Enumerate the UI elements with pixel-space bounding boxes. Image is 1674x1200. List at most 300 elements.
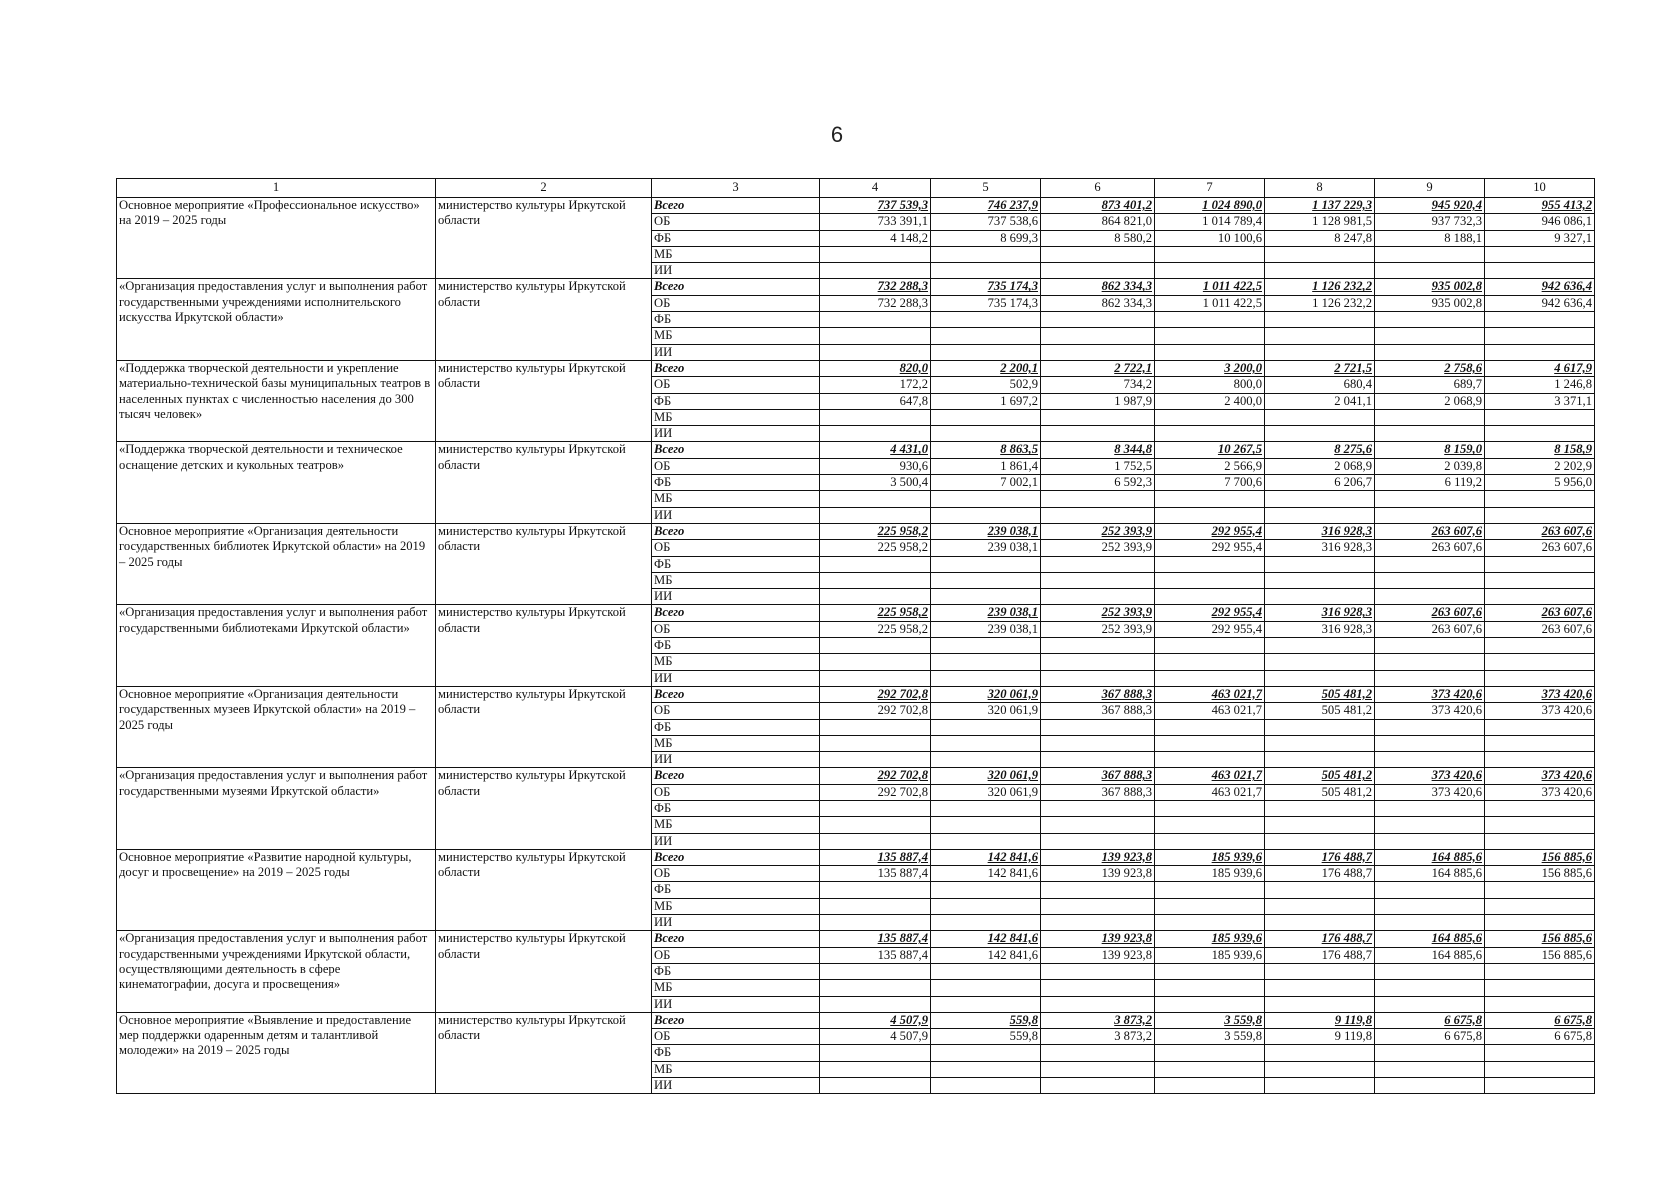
funding-source-label: Всего xyxy=(652,849,820,865)
amount-cell: 135 887,4 xyxy=(820,866,931,882)
amount-cell xyxy=(1265,426,1375,442)
amount-cell xyxy=(1155,800,1265,816)
amount-cell: 1 014 789,4 xyxy=(1155,214,1265,230)
amount-cell: 2 721,5 xyxy=(1265,360,1375,376)
amount-cell xyxy=(1485,312,1595,328)
amount-cell: 732 288,3 xyxy=(820,295,931,311)
amount-cell: 559,8 xyxy=(931,1012,1041,1028)
amount-cell xyxy=(820,996,931,1012)
amount-cell: 930,6 xyxy=(820,458,931,474)
amount-cell xyxy=(1155,752,1265,768)
funding-source-label: МБ xyxy=(652,572,820,588)
executor: министерство культуры Иркутской области xyxy=(436,768,652,849)
amount-cell xyxy=(1155,1045,1265,1061)
amount-cell xyxy=(1375,409,1485,425)
amount-cell: 225 958,2 xyxy=(820,540,931,556)
amount-cell xyxy=(931,719,1041,735)
funding-source-label: ИИ xyxy=(652,752,820,768)
amount-cell xyxy=(931,638,1041,654)
activity-name: Основное мероприятие «Организация деятельности государственных музеев Иркутской области» на 2019 – 2025 годы xyxy=(117,686,436,767)
amount-cell: 320 061,9 xyxy=(931,768,1041,784)
amount-cell xyxy=(1041,409,1155,425)
funding-source-label: Всего xyxy=(652,198,820,214)
amount-cell: 263 607,6 xyxy=(1375,523,1485,539)
amount-cell: 252 393,9 xyxy=(1041,621,1155,637)
amount-cell xyxy=(820,344,931,360)
amount-cell xyxy=(1375,312,1485,328)
amount-cell: 689,7 xyxy=(1375,377,1485,393)
amount-cell xyxy=(820,963,931,979)
amount-cell: 862 334,3 xyxy=(1041,295,1155,311)
amount-cell: 8 188,1 xyxy=(1375,230,1485,246)
amount-cell: 505 481,2 xyxy=(1265,703,1375,719)
amount-cell: 263 607,6 xyxy=(1375,605,1485,621)
funding-source-label: ОБ xyxy=(652,621,820,637)
amount-cell: 156 885,6 xyxy=(1485,866,1595,882)
amount-cell xyxy=(1485,735,1595,751)
amount-cell: 263 607,6 xyxy=(1485,621,1595,637)
amount-cell xyxy=(1485,638,1595,654)
amount-cell xyxy=(1375,638,1485,654)
block-total-row xyxy=(117,1012,1595,1028)
amount-cell: 142 841,6 xyxy=(931,866,1041,882)
amount-cell xyxy=(1041,996,1155,1012)
amount-cell xyxy=(1265,963,1375,979)
amount-cell xyxy=(1485,409,1595,425)
amount-cell: 4 431,0 xyxy=(820,442,931,458)
amount-cell xyxy=(1155,719,1265,735)
amount-cell xyxy=(1375,1061,1485,1077)
amount-cell xyxy=(1485,572,1595,588)
amount-cell: 463 021,7 xyxy=(1155,768,1265,784)
amount-cell: 252 393,9 xyxy=(1041,605,1155,621)
amount-cell xyxy=(1265,572,1375,588)
amount-cell xyxy=(820,246,931,262)
funding-source-label: ФБ xyxy=(652,475,820,491)
amount-cell: 7 002,1 xyxy=(931,475,1041,491)
amount-cell xyxy=(1041,752,1155,768)
amount-cell xyxy=(1375,817,1485,833)
amount-cell: 862 334,3 xyxy=(1041,279,1155,295)
funding-source-label: Всего xyxy=(652,360,820,376)
amount-cell xyxy=(1041,654,1155,670)
amount-cell xyxy=(1041,800,1155,816)
amount-cell xyxy=(1375,670,1485,686)
amount-cell: 1 246,8 xyxy=(1485,377,1595,393)
amount-cell xyxy=(931,426,1041,442)
funding-source-label: ОБ xyxy=(652,295,820,311)
amount-cell xyxy=(820,638,931,654)
amount-cell: 1 126 232,2 xyxy=(1265,279,1375,295)
amount-cell xyxy=(1155,491,1265,507)
amount-cell: 142 841,6 xyxy=(931,947,1041,963)
amount-cell: 139 923,8 xyxy=(1041,866,1155,882)
amount-cell: 8 580,2 xyxy=(1041,230,1155,246)
amount-cell xyxy=(1485,898,1595,914)
amount-cell: 225 958,2 xyxy=(820,605,931,621)
amount-cell xyxy=(1375,344,1485,360)
amount-cell: 873 401,2 xyxy=(1041,198,1155,214)
amount-cell: 2 068,9 xyxy=(1375,393,1485,409)
amount-cell xyxy=(1155,263,1265,279)
amount-cell: 316 928,3 xyxy=(1265,621,1375,637)
amount-cell xyxy=(1375,589,1485,605)
funding-source-label: ОБ xyxy=(652,947,820,963)
amount-cell xyxy=(1485,507,1595,523)
amount-cell: 3 873,2 xyxy=(1041,1029,1155,1045)
amount-cell xyxy=(931,246,1041,262)
amount-cell xyxy=(1265,882,1375,898)
executor: министерство культуры Иркутской области xyxy=(436,605,652,686)
amount-cell: 164 885,6 xyxy=(1375,849,1485,865)
amount-cell: 135 887,4 xyxy=(820,849,931,865)
amount-cell xyxy=(1485,817,1595,833)
amount-cell: 164 885,6 xyxy=(1375,866,1485,882)
amount-cell: 1 752,5 xyxy=(1041,458,1155,474)
amount-cell: 156 885,6 xyxy=(1485,931,1595,947)
amount-cell xyxy=(1155,898,1265,914)
amount-cell xyxy=(931,898,1041,914)
amount-cell: 505 481,2 xyxy=(1265,686,1375,702)
amount-cell xyxy=(1041,963,1155,979)
amount-cell: 505 481,2 xyxy=(1265,768,1375,784)
amount-cell xyxy=(1155,670,1265,686)
amount-cell xyxy=(1041,556,1155,572)
amount-cell: 680,4 xyxy=(1265,377,1375,393)
block-total-row xyxy=(117,360,1595,376)
amount-cell: 8 863,5 xyxy=(931,442,1041,458)
amount-cell: 946 086,1 xyxy=(1485,214,1595,230)
funding-source-label: Всего xyxy=(652,442,820,458)
amount-cell: 1 126 232,2 xyxy=(1265,295,1375,311)
amount-cell xyxy=(1375,898,1485,914)
amount-cell xyxy=(1375,752,1485,768)
executor: министерство культуры Иркутской области xyxy=(436,360,652,441)
amount-cell xyxy=(931,800,1041,816)
amount-cell: 942 636,4 xyxy=(1485,295,1595,311)
amount-cell: 4 617,9 xyxy=(1485,360,1595,376)
funding-source-label: ИИ xyxy=(652,833,820,849)
amount-cell: 3 200,0 xyxy=(1155,360,1265,376)
amount-cell xyxy=(820,980,931,996)
amount-cell xyxy=(1485,752,1595,768)
amount-cell xyxy=(931,409,1041,425)
amount-cell xyxy=(1265,409,1375,425)
amount-cell xyxy=(931,817,1041,833)
amount-cell xyxy=(1041,328,1155,344)
amount-cell: 945 920,4 xyxy=(1375,198,1485,214)
funding-source-label: ИИ xyxy=(652,263,820,279)
activity-name: «Поддержка творческой деятельности и техническое оснащение детских и кукольных театров» xyxy=(117,442,436,523)
funding-source-label: ИИ xyxy=(652,915,820,931)
funding-source-label: Всего xyxy=(652,686,820,702)
amount-cell: 367 888,3 xyxy=(1041,784,1155,800)
amount-cell: 373 420,6 xyxy=(1375,768,1485,784)
amount-cell: 176 488,7 xyxy=(1265,931,1375,947)
funding-source-label: ОБ xyxy=(652,866,820,882)
amount-cell xyxy=(1041,246,1155,262)
amount-cell xyxy=(820,491,931,507)
header-cell: 10 xyxy=(1485,179,1595,198)
amount-cell xyxy=(1041,572,1155,588)
header-cell: 7 xyxy=(1155,179,1265,198)
amount-cell xyxy=(1375,963,1485,979)
amount-cell: 733 391,1 xyxy=(820,214,931,230)
amount-cell: 320 061,9 xyxy=(931,784,1041,800)
amount-cell: 6 675,8 xyxy=(1375,1029,1485,1045)
amount-cell xyxy=(1155,328,1265,344)
amount-cell xyxy=(1485,915,1595,931)
amount-cell: 800,0 xyxy=(1155,377,1265,393)
amount-cell: 647,8 xyxy=(820,393,931,409)
amount-cell xyxy=(931,996,1041,1012)
amount-cell: 1 697,2 xyxy=(931,393,1041,409)
amount-cell xyxy=(1485,328,1595,344)
amount-cell: 7 700,6 xyxy=(1155,475,1265,491)
funding-source-label: МБ xyxy=(652,654,820,670)
amount-cell: 373 420,6 xyxy=(1485,784,1595,800)
amount-cell xyxy=(1265,654,1375,670)
executor: министерство культуры Иркутской области xyxy=(436,849,652,930)
amount-cell: 935 002,8 xyxy=(1375,295,1485,311)
amount-cell: 185 939,6 xyxy=(1155,931,1265,947)
executor: министерство культуры Иркутской области xyxy=(436,523,652,604)
amount-cell xyxy=(1041,735,1155,751)
amount-cell: 737 538,6 xyxy=(931,214,1041,230)
amount-cell: 463 021,7 xyxy=(1155,703,1265,719)
amount-cell: 139 923,8 xyxy=(1041,849,1155,865)
amount-cell: 8 699,3 xyxy=(931,230,1041,246)
amount-cell: 135 887,4 xyxy=(820,931,931,947)
amount-cell: 263 607,6 xyxy=(1375,621,1485,637)
amount-cell: 263 607,6 xyxy=(1485,540,1595,556)
amount-cell: 252 393,9 xyxy=(1041,540,1155,556)
funding-source-label: ФБ xyxy=(652,556,820,572)
block-total-row xyxy=(117,931,1595,947)
amount-cell xyxy=(1485,963,1595,979)
amount-cell xyxy=(931,882,1041,898)
amount-cell xyxy=(1485,654,1595,670)
activity-name: Основное мероприятие «Профессиональное искусство» на 2019 – 2025 годы xyxy=(117,198,436,279)
amount-cell xyxy=(1265,1045,1375,1061)
amount-cell: 10 100,6 xyxy=(1155,230,1265,246)
activity-name: «Организация предоставления услуг и выполнения работ государственными учреждениями исполнительского искусства Иркутской области» xyxy=(117,279,436,360)
page-number: 6 xyxy=(830,122,844,147)
amount-cell: 8 247,8 xyxy=(1265,230,1375,246)
executor: министерство культуры Иркутской области xyxy=(436,442,652,523)
amount-cell: 172,2 xyxy=(820,377,931,393)
amount-cell xyxy=(1155,980,1265,996)
amount-cell xyxy=(820,719,931,735)
amount-cell: 6 206,7 xyxy=(1265,475,1375,491)
funding-source-label: ОБ xyxy=(652,458,820,474)
amount-cell: 142 841,6 xyxy=(931,931,1041,947)
header-cell: 5 xyxy=(931,179,1041,198)
activity-name: «Организация предоставления услуг и выполнения работ государственными музеями Иркутской области» xyxy=(117,768,436,849)
amount-cell xyxy=(931,915,1041,931)
amount-cell xyxy=(1041,507,1155,523)
amount-cell xyxy=(1485,882,1595,898)
amount-cell: 292 702,8 xyxy=(820,784,931,800)
amount-cell: 2 566,9 xyxy=(1155,458,1265,474)
funding-source-label: ФБ xyxy=(652,393,820,409)
funding-source-label: ИИ xyxy=(652,996,820,1012)
amount-cell: 3 559,8 xyxy=(1155,1029,1265,1045)
amount-cell: 8 158,9 xyxy=(1485,442,1595,458)
amount-cell xyxy=(1485,670,1595,686)
amount-cell: 239 038,1 xyxy=(931,540,1041,556)
amount-cell xyxy=(1041,915,1155,931)
amount-cell xyxy=(820,654,931,670)
amount-cell xyxy=(1155,1061,1265,1077)
header-cell: 3 xyxy=(652,179,820,198)
amount-cell: 2 041,1 xyxy=(1265,393,1375,409)
amount-cell: 367 888,3 xyxy=(1041,686,1155,702)
amount-cell xyxy=(1375,328,1485,344)
amount-cell xyxy=(931,312,1041,328)
amount-cell: 176 488,7 xyxy=(1265,866,1375,882)
amount-cell xyxy=(1265,246,1375,262)
amount-cell xyxy=(1265,312,1375,328)
amount-cell: 1 024 890,0 xyxy=(1155,198,1265,214)
amount-cell: 142 841,6 xyxy=(931,849,1041,865)
funding-source-label: ФБ xyxy=(652,800,820,816)
amount-cell: 320 061,9 xyxy=(931,686,1041,702)
header-cell: 4 xyxy=(820,179,931,198)
amount-cell: 737 539,3 xyxy=(820,198,931,214)
amount-cell: 732 288,3 xyxy=(820,279,931,295)
amount-cell xyxy=(931,263,1041,279)
amount-cell xyxy=(1155,1078,1265,1094)
activity-name: Основное мероприятие «Организация деятельности государственных библиотек Иркутской области» на 2019 – 2025 годы xyxy=(117,523,436,604)
amount-cell: 263 607,6 xyxy=(1485,523,1595,539)
amount-cell xyxy=(931,491,1041,507)
amount-cell xyxy=(820,833,931,849)
amount-cell xyxy=(1375,246,1485,262)
executor: министерство культуры Иркутской области xyxy=(436,931,652,1012)
amount-cell xyxy=(1155,638,1265,654)
amount-cell xyxy=(820,1078,931,1094)
amount-cell xyxy=(931,344,1041,360)
amount-cell xyxy=(1375,263,1485,279)
amount-cell xyxy=(1265,1061,1375,1077)
amount-cell xyxy=(1155,882,1265,898)
amount-cell xyxy=(820,1045,931,1061)
funding-source-label: Всего xyxy=(652,1012,820,1028)
amount-cell xyxy=(1485,246,1595,262)
amount-cell: 955 413,2 xyxy=(1485,198,1595,214)
amount-cell: 373 420,6 xyxy=(1375,703,1485,719)
amount-cell xyxy=(1375,719,1485,735)
amount-cell xyxy=(1375,1045,1485,1061)
amount-cell: 263 607,6 xyxy=(1375,540,1485,556)
amount-cell: 176 488,7 xyxy=(1265,849,1375,865)
amount-cell xyxy=(820,556,931,572)
funding-source-label: МБ xyxy=(652,817,820,833)
amount-cell: 292 702,8 xyxy=(820,768,931,784)
amount-cell xyxy=(1155,963,1265,979)
amount-cell: 1 137 229,3 xyxy=(1265,198,1375,214)
amount-cell xyxy=(1485,589,1595,605)
amount-cell: 463 021,7 xyxy=(1155,686,1265,702)
executor: министерство культуры Иркутской области xyxy=(436,198,652,279)
amount-cell xyxy=(1155,572,1265,588)
amount-cell: 942 636,4 xyxy=(1485,279,1595,295)
amount-cell xyxy=(820,752,931,768)
amount-cell: 734,2 xyxy=(1041,377,1155,393)
amount-cell: 367 888,3 xyxy=(1041,768,1155,784)
amount-cell xyxy=(1375,833,1485,849)
amount-cell: 3 873,2 xyxy=(1041,1012,1155,1028)
amount-cell xyxy=(820,328,931,344)
amount-cell xyxy=(1375,572,1485,588)
amount-cell: 2 068,9 xyxy=(1265,458,1375,474)
amount-cell: 1 861,4 xyxy=(931,458,1041,474)
amount-cell: 735 174,3 xyxy=(931,279,1041,295)
amount-cell: 2 202,9 xyxy=(1485,458,1595,474)
funding-source-label: ОБ xyxy=(652,540,820,556)
amount-cell xyxy=(1155,312,1265,328)
amount-cell xyxy=(931,654,1041,670)
amount-cell: 1 011 422,5 xyxy=(1155,279,1265,295)
amount-cell: 367 888,3 xyxy=(1041,703,1155,719)
funding-source-label: ОБ xyxy=(652,703,820,719)
amount-cell: 4 507,9 xyxy=(820,1012,931,1028)
amount-cell xyxy=(1265,719,1375,735)
executor: министерство культуры Иркутской области xyxy=(436,686,652,767)
amount-cell xyxy=(1155,246,1265,262)
amount-cell xyxy=(931,735,1041,751)
amount-cell xyxy=(1485,996,1595,1012)
amount-cell xyxy=(931,752,1041,768)
amount-cell: 373 420,6 xyxy=(1375,686,1485,702)
amount-cell xyxy=(1155,915,1265,931)
amount-cell xyxy=(1265,735,1375,751)
amount-cell xyxy=(1155,817,1265,833)
amount-cell xyxy=(1265,752,1375,768)
header-cell: 2 xyxy=(436,179,652,198)
amount-cell: 252 393,9 xyxy=(1041,523,1155,539)
funding-source-label: ФБ xyxy=(652,719,820,735)
amount-cell xyxy=(1265,638,1375,654)
amount-cell: 2 758,6 xyxy=(1375,360,1485,376)
amount-cell xyxy=(1041,817,1155,833)
amount-cell xyxy=(931,556,1041,572)
amount-cell xyxy=(1265,263,1375,279)
amount-cell: 292 702,8 xyxy=(820,703,931,719)
amount-cell xyxy=(1041,833,1155,849)
amount-cell xyxy=(1265,980,1375,996)
amount-cell xyxy=(820,882,931,898)
amount-cell: 935 002,8 xyxy=(1375,279,1485,295)
amount-cell xyxy=(1485,833,1595,849)
amount-cell: 292 955,4 xyxy=(1155,621,1265,637)
amount-cell xyxy=(1155,833,1265,849)
amount-cell xyxy=(820,572,931,588)
funding-source-label: ОБ xyxy=(652,377,820,393)
amount-cell xyxy=(1265,491,1375,507)
amount-cell xyxy=(1375,882,1485,898)
amount-cell xyxy=(1041,670,1155,686)
amount-cell xyxy=(1155,654,1265,670)
table-body xyxy=(117,179,1595,1094)
amount-cell xyxy=(820,800,931,816)
amount-cell xyxy=(1375,735,1485,751)
amount-cell: 6 592,3 xyxy=(1041,475,1155,491)
amount-cell: 225 958,2 xyxy=(820,621,931,637)
header-cell: 9 xyxy=(1375,179,1485,198)
amount-cell xyxy=(1265,670,1375,686)
